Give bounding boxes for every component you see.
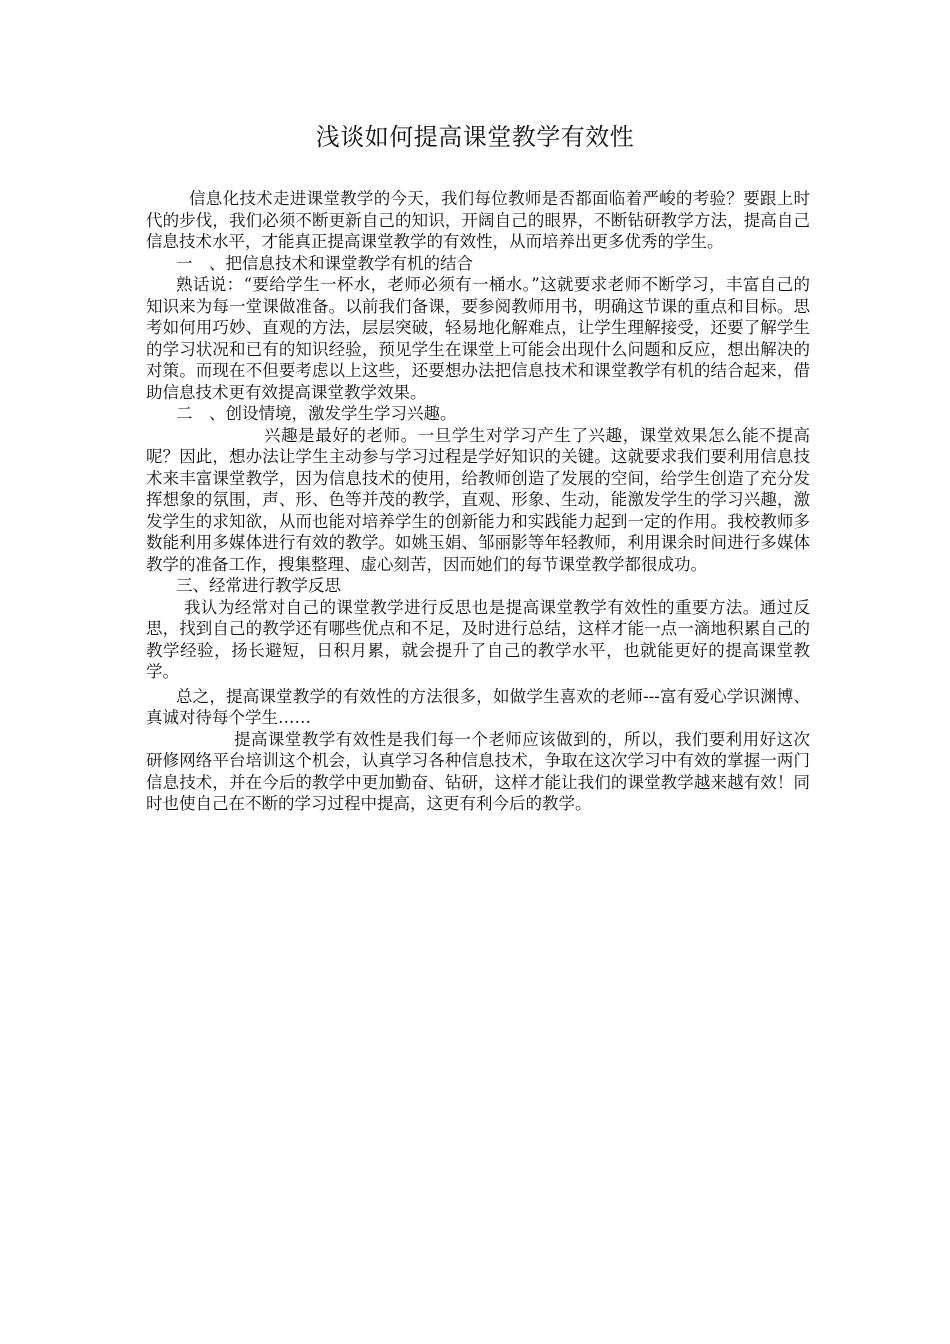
section-heading-2: 二 、创设情境，激发学生学习兴趣。 <box>176 404 457 423</box>
paragraph-section-1: 熟话说：“要给学生一杯水，老师必须有一桶水。”这就要求老师不断学习，丰富自己的知识来为每一堂课做准备。以前我们备课，要参阅教师用书，明确这节课的重点和目标。思考如何用巧妙、直观的方法，层层突破，轻易地化解难点，让学生理解接受，还要了解学生的学习状况和已有的知识经验，预见学生在课堂上可能会出现什么问题和反应，想出解决的对策。而现在不但要考虑以上这些，还要想办法把信息技术和课堂教学有机的结合起来，借助信息技术更有效提高课堂教学效果。 <box>146 275 810 402</box>
document-body <box>146 188 810 815</box>
paragraph-intro: 信息化技术走进课堂教学的今天，我们每位教师是否都面临着严峻的考验？要跟上时代的步伐，我们必须不断更新自己的知识，开阔自己的眼界，不断钻研教学方法，提高自己信息技术水平，才能真正提高课堂教学的有效性，从而培养出更多优秀的学生。 <box>146 189 810 251</box>
document-title: 浅谈如何提高课堂教学有效性 <box>315 123 635 151</box>
paragraph-summary: 总之，提高课堂教学的有效性的方法很多，如做学生喜欢的老师---富有爱心学识渊博、真诚对待每个学生…… <box>146 686 810 727</box>
paragraph-section-3: 我认为经常对自己的课堂教学进行反思也是提高课堂教学有效性的重要方法。通过反思，找到自己的教学还有哪些优点和不足，及时进行总结，这样才能一点一滴地积累自己的教学经验，扬长避短，日积月累，就会提升了自己的教学水平，也就能更好的提高课堂教学。 <box>146 597 810 681</box>
section-heading-3: 三、经常进行教学反思 <box>176 576 341 595</box>
paragraph-section-2: 兴趣是最好的老师。一旦学生对学习产生了兴趣，课堂效果怎么能不提高呢？因此，想办法让学生主动参与学习过程是学好知识的关键。这就要求我们要利用信息技术来丰富课堂教学，因为信息技术的使用，给教师创造了发展的空间，给学生创造了充分发挥想象的氛围，声、形、色等并茂的教学，直观、形象、生动，能激发学生的学习兴趣，激发学生的求知欲，从而也能对培养学生的创新能力和实践能力起到一定的作用。我校教师多数能利用多媒体进行有效的教学。如姚玉娟、邹丽影等年轻教师，利用课余时间进行多媒体教学的准备工作，搜集整理、虚心刻苦，因而她们的每节课堂教学都很成功。 <box>146 425 810 574</box>
section-heading-1: 一 、把信息技术和课堂教学有机的结合 <box>176 253 473 273</box>
paragraph-conclusion: 提高课堂教学有效性是我们每一个老师应该做到的，所以，我们要利用好这次研修网络平台培训这个机会，认真学习各种信息技术，争取在这次学习中有效的掌握一两门信息技术，并在今后的教学中更加勤奋、钻研，这样才能让我们的课堂教学越来越有效！同时也使自己在不断的学习过程中提高，这更有利今后的教学。 <box>146 729 810 813</box>
